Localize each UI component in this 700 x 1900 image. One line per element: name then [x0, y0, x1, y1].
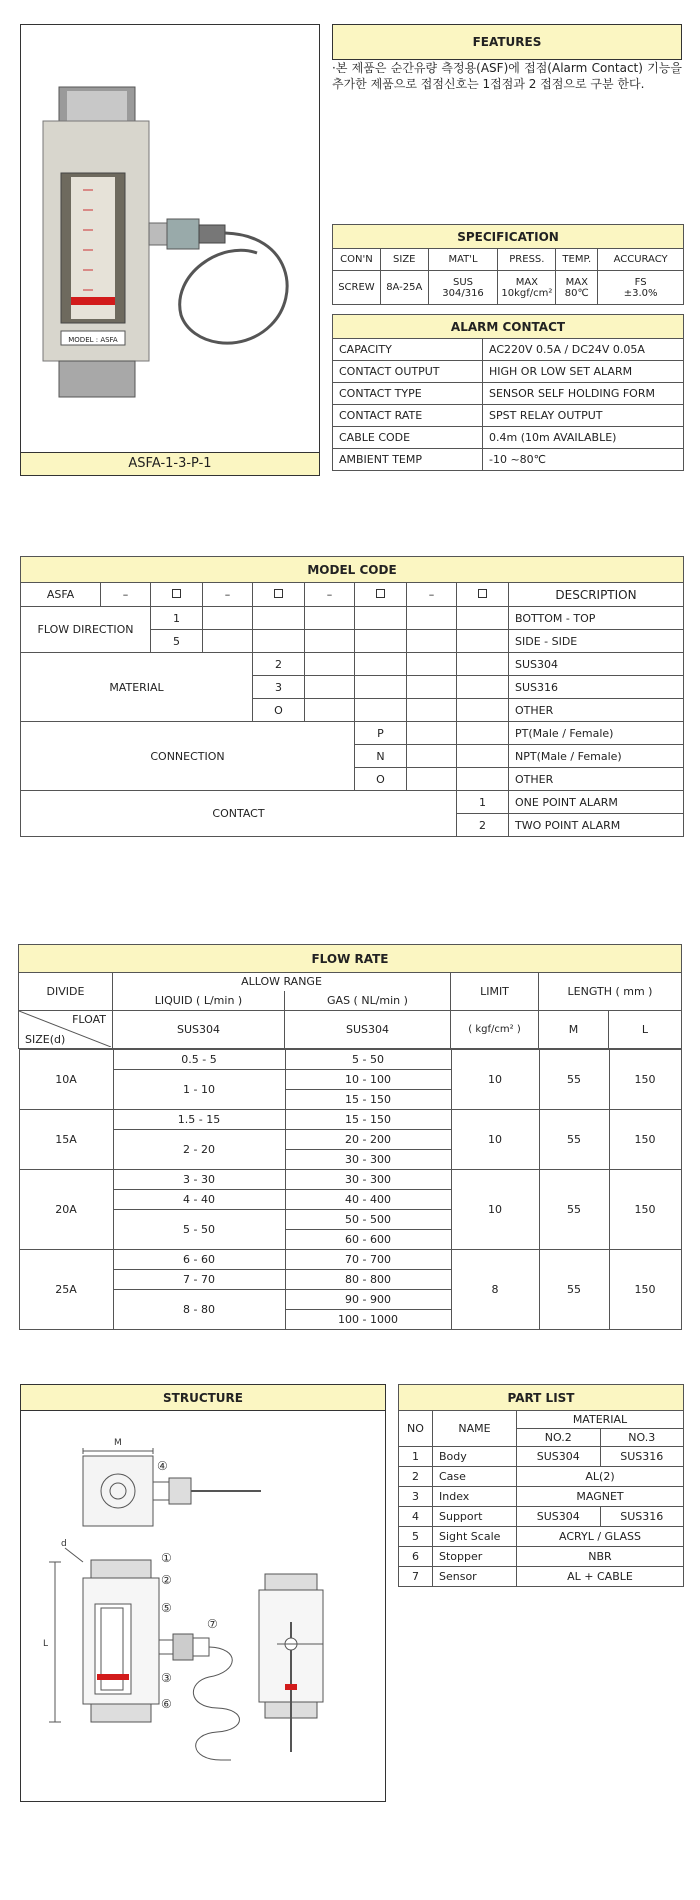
code-value: 3 [253, 676, 305, 699]
product-caption: ASFA-1-3-P-1 [21, 452, 319, 475]
part-name-header: NAME [433, 1411, 517, 1447]
gas-range: 80 - 800 [285, 1270, 451, 1290]
spec-header: MAT'L [428, 249, 498, 271]
part-material-no3: SUS316 [600, 1447, 684, 1467]
code-description: OTHER [509, 768, 684, 791]
code-box-icon [274, 589, 283, 598]
liquid-range: 4 - 40 [113, 1190, 285, 1210]
photo-label: MODEL : ASFA [68, 336, 118, 344]
material-label: MATERIAL [21, 653, 253, 722]
spec-header: TEMP. [556, 249, 598, 271]
callout-6: ⑥ [161, 1697, 172, 1711]
alarm-contact-title: ALARM CONTACT [333, 315, 684, 339]
part-rows [399, 1447, 684, 1587]
l-value: 150 [609, 1250, 681, 1330]
contact-label: CONTACT [21, 791, 457, 837]
dim-m-label: M [114, 1438, 122, 1448]
callout-2: ② [161, 1573, 172, 1587]
gas-range: 20 - 200 [285, 1130, 451, 1150]
m-value: 55 [539, 1050, 609, 1110]
structure-title: STRUCTURE [21, 1385, 385, 1411]
code-value: N [355, 745, 407, 768]
code-value: O [355, 768, 407, 791]
part-name: Support [433, 1507, 517, 1527]
gas-header: GAS ( NL/min ) [285, 991, 451, 1011]
code-value: 5 [151, 630, 203, 653]
size-cell: 20A [19, 1170, 113, 1250]
gas-material: SUS304 [285, 1011, 451, 1049]
alarm-label: CABLE CODE [333, 427, 483, 449]
code-value: 1 [151, 607, 203, 630]
part-name: Body [433, 1447, 517, 1467]
part-name: Sight Scale [433, 1527, 517, 1547]
spec-value: MAX 10kgf/cm² [498, 271, 556, 305]
features-text: ·본 제품은 순간유량 측정용(ASF)에 접점(Alarm Contact) 기능을 추가한 제품으로 접점신호는 1접점과 2 접점으로 구분 한다. [332, 61, 682, 91]
liquid-range: 8 - 80 [113, 1290, 285, 1330]
spec-header: SIZE [380, 249, 428, 271]
allow-range-header: ALLOW RANGE [113, 973, 451, 991]
limit-unit: ( kgf/cm² ) [451, 1011, 539, 1049]
liquid-range: 5 - 50 [113, 1210, 285, 1250]
model-code-box [253, 583, 305, 607]
m-value: 55 [539, 1110, 609, 1170]
features-title: FEATURES [333, 25, 681, 59]
flow-rate-table [18, 944, 682, 1330]
part-no: 4 [399, 1507, 433, 1527]
float-label: FLOAT [72, 1013, 106, 1026]
part-no: 2 [399, 1467, 433, 1487]
part-row [399, 1527, 684, 1547]
gas-range: 90 - 900 [285, 1290, 451, 1310]
structure-drawing [21, 1412, 385, 1802]
m-value: 55 [539, 1170, 609, 1250]
liquid-range: 3 - 30 [113, 1170, 285, 1190]
size-cell: 15A [19, 1110, 113, 1170]
spec-value: 8A-25A [380, 271, 428, 305]
gas-range: 15 - 150 [285, 1110, 451, 1130]
gas-range: 100 - 1000 [285, 1310, 451, 1330]
part-name: Sensor [433, 1567, 517, 1587]
alarm-label: CONTACT OUTPUT [333, 361, 483, 383]
part-row [399, 1447, 684, 1467]
alarm-value: SENSOR SELF HOLDING FORM [483, 383, 684, 405]
material-header: MATERIAL [517, 1411, 684, 1429]
part-no-header: NO [399, 1411, 433, 1447]
code-value: O [253, 699, 305, 722]
part-list-title: PART LIST [399, 1385, 684, 1411]
part-no: 6 [399, 1547, 433, 1567]
limit-value: 8 [451, 1250, 539, 1330]
limit-value: 10 [451, 1170, 539, 1250]
model-code-box [457, 583, 509, 607]
code-box-icon [172, 589, 181, 598]
model-code-box [355, 583, 407, 607]
callout-4: ④ [157, 1459, 168, 1473]
specification-table [332, 224, 684, 305]
model-code-dash: – [305, 583, 355, 607]
gas-range: 15 - 150 [285, 1090, 451, 1110]
flowmeter-photo [21, 25, 319, 445]
l-value: 150 [609, 1050, 681, 1110]
gas-range: 5 - 50 [285, 1050, 451, 1070]
code-description: OTHER [509, 699, 684, 722]
spec-header: CON'N [333, 249, 381, 271]
model-code-table [20, 556, 684, 837]
liquid-range: 1 - 10 [113, 1070, 285, 1110]
flow-direction-label: FLOW DIRECTION [21, 607, 151, 653]
size-cell: 10A [19, 1050, 113, 1110]
l-value: 150 [609, 1110, 681, 1170]
alarm-contact-table [332, 314, 684, 471]
length-header: LENGTH ( mm ) [539, 973, 682, 1011]
code-box-icon [376, 589, 385, 598]
model-code-dash: – [203, 583, 253, 607]
alarm-label: CONTACT TYPE [333, 383, 483, 405]
model-code-title: MODEL CODE [21, 557, 684, 583]
part-row [399, 1487, 684, 1507]
l-value: 150 [609, 1170, 681, 1250]
liquid-material: SUS304 [113, 1011, 285, 1049]
part-no: 5 [399, 1527, 433, 1547]
part-material: ACRYL / GLASS [517, 1527, 684, 1547]
code-box-icon [478, 589, 487, 598]
alarm-label: CONTACT RATE [333, 405, 483, 427]
specification-title: SPECIFICATION [333, 225, 684, 249]
size-label: SIZE(d) [25, 1033, 66, 1046]
part-no: 3 [399, 1487, 433, 1507]
alarm-value: 0.4m (10m AVAILABLE) [483, 427, 684, 449]
code-description: BOTTOM - TOP [509, 607, 684, 630]
part-list-table [398, 1384, 684, 1587]
product-photo-panel [20, 24, 320, 476]
gas-range: 40 - 400 [285, 1190, 451, 1210]
part-no: 7 [399, 1567, 433, 1587]
part-material-no3: SUS316 [600, 1507, 684, 1527]
gas-range: 30 - 300 [285, 1150, 451, 1170]
part-material: NBR [517, 1547, 684, 1567]
callout-5: ⑤ [161, 1601, 172, 1615]
part-row [399, 1567, 684, 1587]
limit-value: 10 [451, 1050, 539, 1110]
spec-value: SUS 304/316 [428, 271, 498, 305]
part-name: Index [433, 1487, 517, 1507]
m-header: M [539, 1011, 609, 1049]
liquid-range: 0.5 - 5 [113, 1050, 285, 1070]
features-panel [332, 24, 682, 60]
code-value: 1 [457, 791, 509, 814]
code-description: TWO POINT ALARM [509, 814, 684, 837]
model-code-description-header: DESCRIPTION [509, 583, 684, 607]
flow-rate-title: FLOW RATE [19, 945, 682, 973]
alarm-value: SPST RELAY OUTPUT [483, 405, 684, 427]
part-name: Case [433, 1467, 517, 1487]
alarm-value: AC220V 0.5A / DC24V 0.05A [483, 339, 684, 361]
limit-header: LIMIT [451, 973, 539, 1011]
liquid-range: 7 - 70 [113, 1270, 285, 1290]
part-row [399, 1467, 684, 1487]
no2-header: NO.2 [517, 1429, 601, 1447]
model-code-dash: – [407, 583, 457, 607]
callout-3: ③ [161, 1671, 172, 1685]
m-value: 55 [539, 1250, 609, 1330]
connection-label: CONNECTION [21, 722, 355, 791]
gas-range: 10 - 100 [285, 1070, 451, 1090]
part-row [399, 1507, 684, 1527]
part-material-no2: SUS304 [517, 1507, 601, 1527]
no3-header: NO.3 [600, 1429, 684, 1447]
code-description: PT(Male / Female) [509, 722, 684, 745]
gas-range: 60 - 600 [285, 1230, 451, 1250]
alarm-label: AMBIENT TEMP [333, 449, 483, 471]
liquid-range: 6 - 60 [113, 1250, 285, 1270]
part-material: AL + CABLE [517, 1567, 684, 1587]
code-description: SUS304 [509, 653, 684, 676]
liquid-range: 1.5 - 15 [113, 1110, 285, 1130]
dim-d-label: d [61, 1539, 67, 1549]
spec-value: FS ±3.0% [598, 271, 684, 305]
float-size-cell [19, 1011, 113, 1049]
code-value: P [355, 722, 407, 745]
code-description: SUS316 [509, 676, 684, 699]
alarm-label: CAPACITY [333, 339, 483, 361]
spec-header: PRESS. [498, 249, 556, 271]
part-name: Stopper [433, 1547, 517, 1567]
l-header: L [609, 1011, 682, 1049]
divide-header: DIVIDE [19, 973, 113, 1011]
part-material: MAGNET [517, 1487, 684, 1507]
dim-l-label: L [43, 1639, 49, 1649]
alarm-value: -10 ~80℃ [483, 449, 684, 471]
gas-range: 70 - 700 [285, 1250, 451, 1270]
model-code-dash: – [101, 583, 151, 607]
flow-groups [19, 1049, 682, 1330]
spec-value: SCREW [333, 271, 381, 305]
code-description: SIDE - SIDE [509, 630, 684, 653]
liquid-range: 2 - 20 [113, 1130, 285, 1170]
callout-7: ⑦ [207, 1617, 218, 1631]
limit-value: 10 [451, 1110, 539, 1170]
alarm-value: HIGH OR LOW SET ALARM [483, 361, 684, 383]
code-value: 2 [457, 814, 509, 837]
gas-range: 50 - 500 [285, 1210, 451, 1230]
size-cell: 25A [19, 1250, 113, 1330]
callout-1: ① [161, 1551, 172, 1565]
code-value: 2 [253, 653, 305, 676]
spec-header: ACCURACY [598, 249, 684, 271]
code-description: ONE POINT ALARM [509, 791, 684, 814]
model-code-prefix: ASFA [21, 583, 101, 607]
spec-value: MAX 80℃ [556, 271, 598, 305]
part-row [399, 1547, 684, 1567]
code-description: NPT(Male / Female) [509, 745, 684, 768]
gas-range: 30 - 300 [285, 1170, 451, 1190]
part-material: AL(2) [517, 1467, 684, 1487]
part-no: 1 [399, 1447, 433, 1467]
structure-panel [20, 1384, 386, 1802]
part-material-no2: SUS304 [517, 1447, 601, 1467]
liquid-header: LIQUID ( L/min ) [113, 991, 285, 1011]
model-code-box [151, 583, 203, 607]
